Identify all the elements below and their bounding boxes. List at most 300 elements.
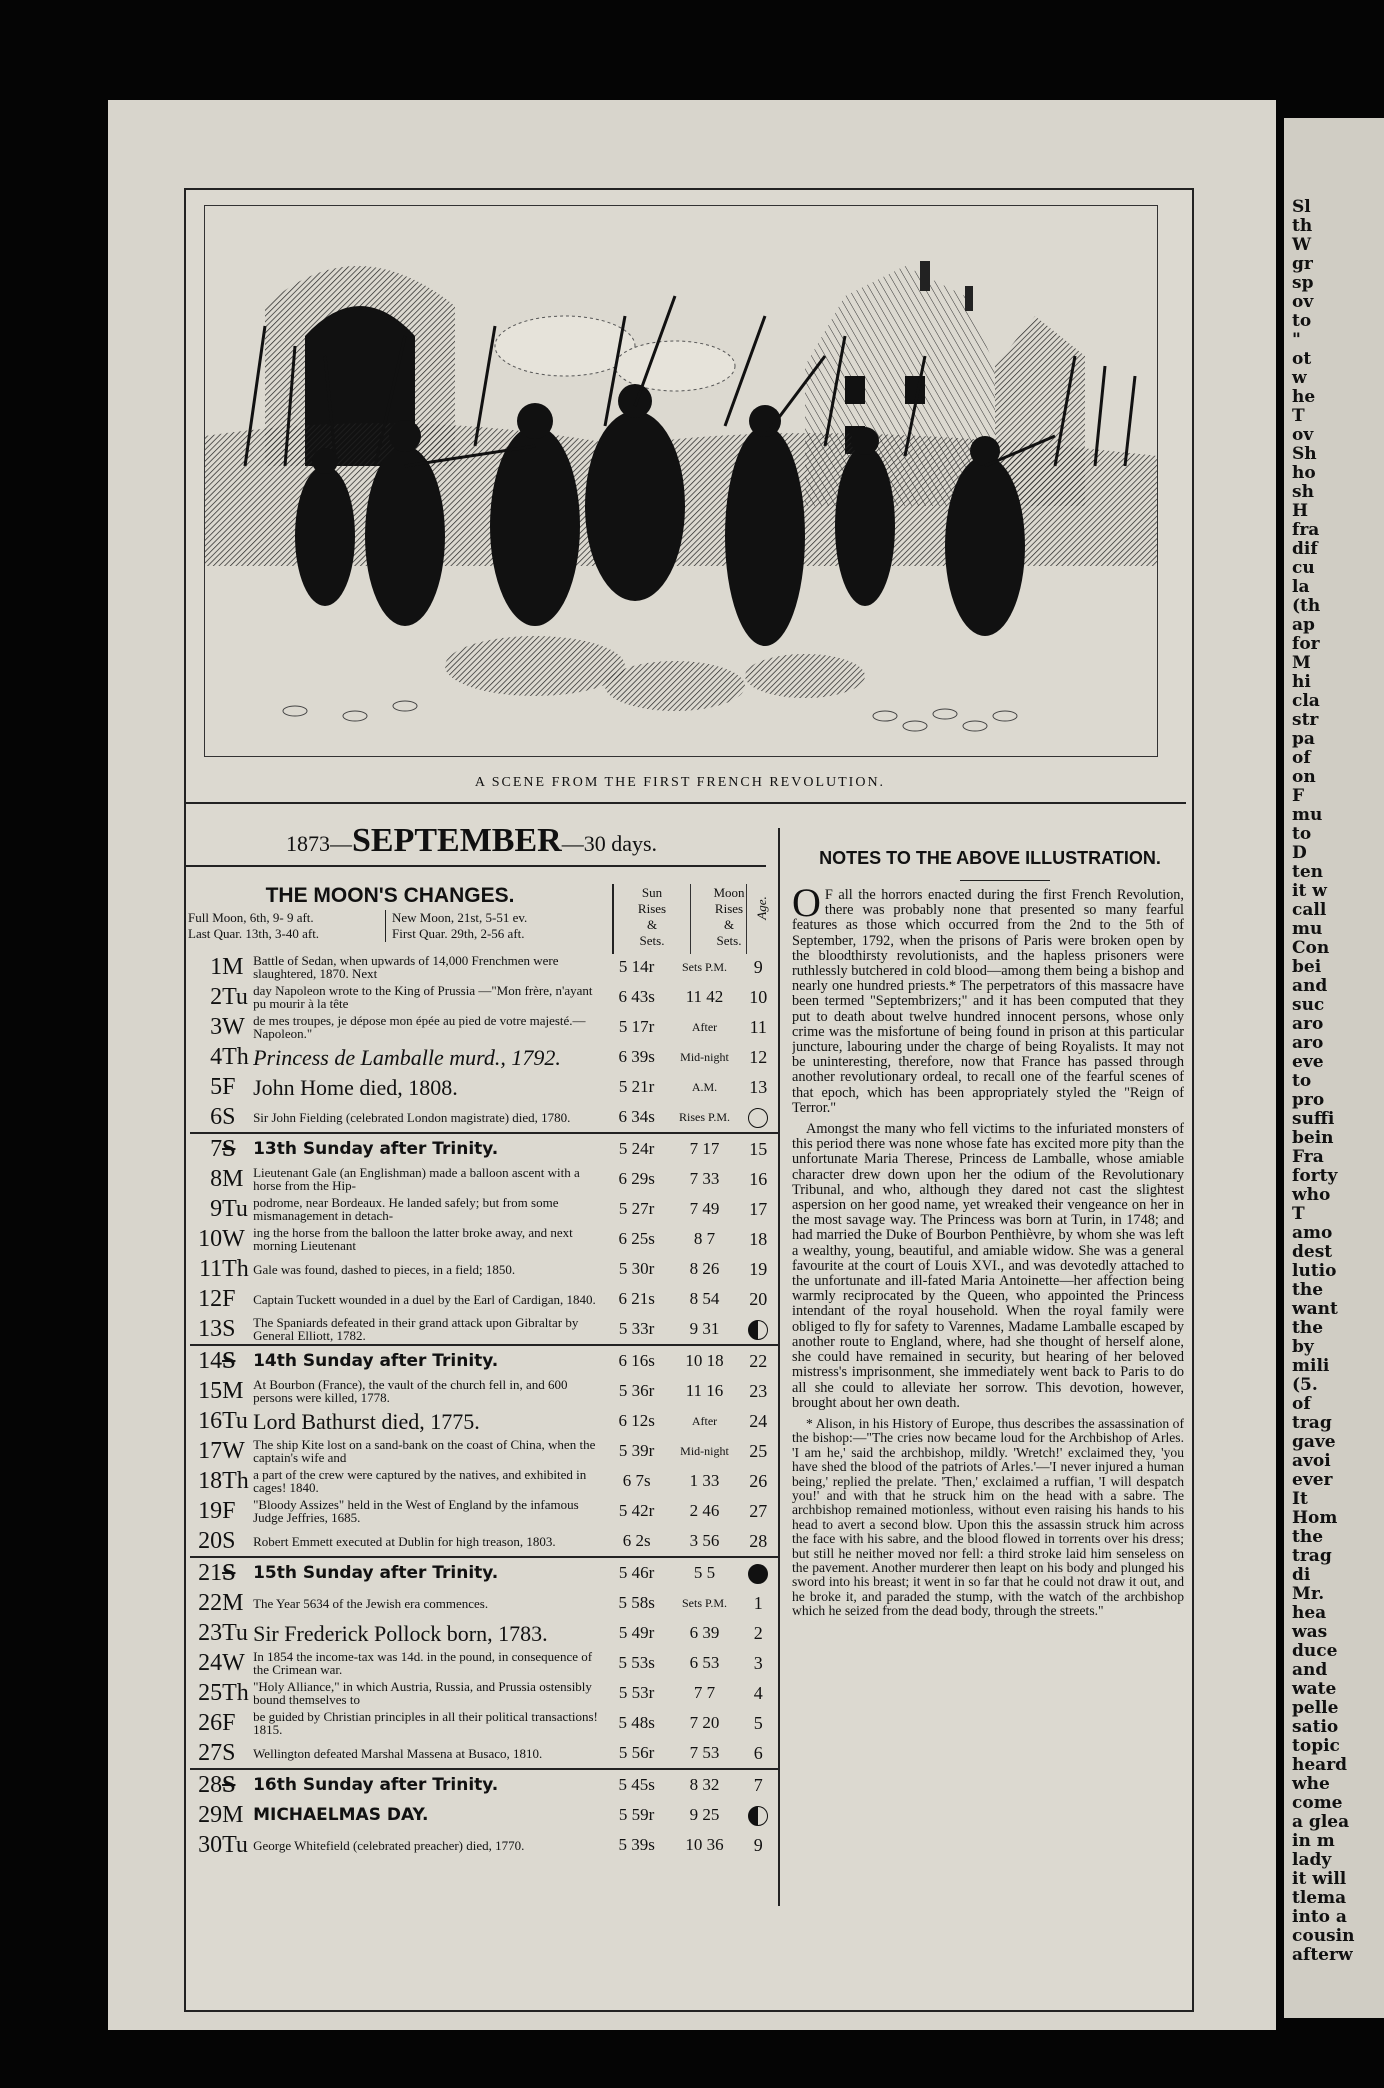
event-text: The ship Kite lost on a sand-bank on the coast of China, when the captain's wife and <box>253 1437 596 1465</box>
facing-page-text: it w <box>1292 881 1327 901</box>
event-text: Robert Emmett executed at Dublin for high treason, 1803. <box>253 1533 556 1549</box>
event-text: ing the horse from the balloon the latter broke away, and next morning Lieutenant <box>253 1225 573 1253</box>
day-number: 23 <box>198 1619 223 1646</box>
moon-phase-icon <box>739 1800 778 1830</box>
moon-age: 1 <box>753 1592 763 1613</box>
weekday: Th <box>222 1679 249 1706</box>
event-text: 15th Sunday after Trinity. <box>253 1557 603 1588</box>
month-header <box>286 822 657 860</box>
sun-time: 5 45s <box>603 1769 671 1800</box>
weekday: W <box>222 1649 245 1676</box>
weekday: Tu <box>222 1407 248 1434</box>
facing-page-text: lady <box>1292 1850 1332 1870</box>
moon-time: 11 42 <box>685 987 724 1006</box>
day-number: 13 <box>198 1315 223 1342</box>
moon-head-text: Moon Rises & Sets. <box>713 885 745 948</box>
facing-page-text: It <box>1292 1489 1308 1509</box>
sun-time: 6 21s <box>618 1289 655 1308</box>
facing-page-text: Hom <box>1292 1508 1338 1528</box>
facing-page-text: the <box>1292 1280 1324 1300</box>
day-number: 25 <box>198 1679 223 1706</box>
moon-age: 12 <box>749 1046 768 1067</box>
sun-time: 5 46r <box>603 1557 671 1588</box>
facing-page-text: who <box>1292 1185 1331 1205</box>
facing-page-text: str <box>1292 710 1319 730</box>
age-column-head <box>746 884 747 954</box>
calendar-row <box>190 1042 778 1072</box>
lastq-moon-icon <box>748 1320 768 1340</box>
moon-time: 11 16 <box>685 1381 724 1400</box>
moon-time: Rises P.M. <box>678 1110 731 1124</box>
event-text: The Year 5634 of the Jewish era commences. <box>253 1595 489 1611</box>
weekday: Tu <box>222 1619 248 1646</box>
weekday: M <box>222 1377 244 1404</box>
facing-page-text: gave <box>1292 1432 1336 1452</box>
day-number: 4 <box>210 1043 223 1070</box>
day-number: 29 <box>198 1801 223 1828</box>
calendar-row <box>190 982 778 1012</box>
calendar-row <box>190 1406 778 1436</box>
moon-last-quarter: Last Quar. 13th, 3-40 aft. <box>188 926 320 941</box>
day-number: 1 <box>210 953 223 980</box>
moon-age: 16 <box>749 1168 768 1189</box>
sun-time: 6 34s <box>618 1107 655 1126</box>
facing-page-text: Mr. <box>1292 1584 1325 1604</box>
facing-page-text: gr <box>1292 254 1313 274</box>
weekday: S <box>222 1557 253 1588</box>
sun-time: 6 16s <box>603 1345 671 1376</box>
moon-age: 7 <box>739 1769 778 1800</box>
notes-paragraph-1 <box>792 888 1184 1116</box>
facing-page-text: duce <box>1292 1641 1338 1661</box>
sun-time: 6 29s <box>618 1169 655 1188</box>
day-number: 27 <box>198 1739 223 1766</box>
revolution-scene-image <box>205 206 1157 756</box>
facing-page-text: th <box>1292 216 1313 236</box>
facing-page-text: to <box>1292 1071 1312 1091</box>
calendar-row <box>190 1648 778 1678</box>
sun-time: 5 42r <box>618 1501 655 1520</box>
facing-page-text: forty <box>1292 1166 1338 1186</box>
days-count: 30 days. <box>583 831 658 856</box>
moon-time: 1 33 <box>689 1471 720 1490</box>
sun-time: 6 39s <box>618 1047 655 1066</box>
day-number: 21 <box>190 1557 222 1588</box>
moon-age: 10 <box>749 986 768 1007</box>
moon-time: After <box>691 1020 718 1034</box>
day-number: 8 <box>210 1165 223 1192</box>
day-number: 20 <box>198 1527 223 1554</box>
weekday: S <box>222 1103 236 1130</box>
facing-page-text: di <box>1292 1565 1311 1585</box>
day-number: 12 <box>198 1285 223 1312</box>
facing-page-text: in m <box>1292 1831 1335 1851</box>
facing-page-text: (5. <box>1292 1375 1318 1395</box>
moon-age: 17 <box>749 1198 768 1219</box>
facing-page-text: whe <box>1292 1774 1330 1794</box>
facing-page-fragment <box>1284 118 1384 2018</box>
moon-age: 28 <box>749 1530 768 1551</box>
moon-time: 8 7 <box>693 1229 716 1248</box>
moon-new: New Moon, 21st, 5-51 ev. <box>392 910 528 925</box>
facing-page-text: aro <box>1292 1033 1324 1053</box>
moon-time: 7 7 <box>693 1683 716 1702</box>
calendar-row <box>190 1072 778 1102</box>
moon-age: 25 <box>749 1440 768 1461</box>
moon-age: 22 <box>739 1345 778 1376</box>
firstq-moon-icon <box>748 1806 768 1826</box>
calendar-row <box>190 1708 778 1738</box>
age-head-text: Age. <box>754 896 769 920</box>
facing-page-text: aro <box>1292 1014 1324 1034</box>
calendar-row <box>190 1769 778 1800</box>
moon-full: Full Moon, 6th, 9- 9 aft. <box>188 910 314 925</box>
facing-page-text: cu <box>1292 558 1315 578</box>
facing-page-text: H <box>1292 501 1309 521</box>
facing-page-text: for <box>1292 634 1320 654</box>
moon-age: 23 <box>749 1380 768 1401</box>
facing-page-text: mu <box>1292 919 1323 939</box>
notes-title: NOTES TO THE ABOVE ILLUSTRATION. <box>819 848 1161 868</box>
moon-age: 19 <box>749 1258 768 1279</box>
event-text: day Napoleon wrote to the King of Prussia —"Mon frère, n'ayant pu mourir à la tête <box>253 983 593 1011</box>
weekday: Th <box>222 1043 249 1070</box>
facing-page-text: dif <box>1292 539 1318 559</box>
event-text: Captain Tuckett wounded in a duel by the Earl of Cardigan, 1840. <box>253 1291 596 1307</box>
facing-page-text: cla <box>1292 691 1320 711</box>
engraving-illustration <box>204 205 1158 757</box>
sun-head-text: Sun Rises & Sets. <box>637 885 667 948</box>
event-text: The Spaniards defeated in their grand attack upon Gibraltar by General Elliott, 1782. <box>253 1315 579 1343</box>
drop-cap: O <box>792 888 821 925</box>
calendar-row <box>190 1436 778 1466</box>
facing-page-text: of <box>1292 1394 1311 1414</box>
moon-age: 20 <box>749 1288 768 1309</box>
facing-page-text: he <box>1292 387 1316 407</box>
calendar-row <box>190 1466 778 1496</box>
facing-page-text: fra <box>1292 520 1320 540</box>
event-text: 14th Sunday after Trinity. <box>253 1345 603 1376</box>
weekday: S <box>222 1739 236 1766</box>
moon-time: 6 53 <box>689 1653 720 1672</box>
facing-page-text: by <box>1292 1337 1314 1357</box>
weekday: F <box>222 1285 236 1312</box>
facing-page-text: hea <box>1292 1603 1327 1623</box>
facing-page-text: ap <box>1292 615 1315 635</box>
day-number: 19 <box>198 1497 223 1524</box>
facing-page-text: D <box>1292 843 1307 863</box>
facing-page-text: come <box>1292 1793 1343 1813</box>
facing-page-text: sp <box>1292 273 1314 293</box>
event-text: MICHAELMAS DAY. <box>253 1804 429 1825</box>
day-number: 28 <box>190 1769 222 1800</box>
event-text: de mes troupes, je dépose mon épée au pied de votre majesté.—Napoleon." <box>253 1013 586 1041</box>
day-number: 24 <box>198 1649 223 1676</box>
moon-time: Mid-night <box>680 1050 729 1064</box>
moon-time: 8 26 <box>689 1259 720 1278</box>
event-text: "Holy Alliance," in which Austria, Russia, and Prussia ostensibly bound themselves to <box>253 1679 592 1707</box>
event-text: Lord Bathurst died, 1775. <box>253 1408 480 1434</box>
moon-age: 26 <box>749 1470 768 1491</box>
event-text: 13th Sunday after Trinity. <box>253 1133 603 1164</box>
sun-time: 5 39s <box>618 1835 655 1854</box>
calendar-row <box>190 1164 778 1194</box>
facing-page-text: M <box>1292 653 1311 673</box>
moon-age: 2 <box>753 1622 763 1643</box>
calendar-row <box>190 1376 778 1406</box>
full-moon-icon <box>748 1108 768 1128</box>
september-calendar <box>190 952 778 1860</box>
sun-time: 5 17r <box>618 1017 655 1036</box>
calendar-row <box>190 1133 778 1164</box>
calendar-row <box>190 1588 778 1618</box>
weekday: Tu <box>222 1831 248 1858</box>
sun-time: 5 21r <box>618 1077 655 1096</box>
day-number: 14 <box>190 1345 222 1376</box>
facing-page-text: bein <box>1292 1128 1334 1148</box>
facing-page-text: tlema <box>1292 1888 1347 1908</box>
moon-time: 7 33 <box>689 1169 720 1188</box>
facing-page-text: ho <box>1292 463 1316 483</box>
sun-time: 6 12s <box>618 1411 655 1430</box>
weekday: M <box>222 1589 244 1616</box>
sun-time: 5 49r <box>618 1623 655 1642</box>
facing-page-text: a glea <box>1292 1812 1350 1832</box>
facing-page-text: trag <box>1292 1413 1332 1433</box>
day-number: 30 <box>198 1831 223 1858</box>
event-text: Gale was found, dashed to pieces, in a field; 1850. <box>253 1261 516 1277</box>
sun-time: 6 2s <box>622 1531 651 1550</box>
weekday: F <box>222 1073 236 1100</box>
day-number: 11 <box>198 1255 223 1282</box>
facing-page-text: suffi <box>1292 1109 1335 1129</box>
calendar-row <box>190 952 778 982</box>
calendar-row <box>190 1618 778 1648</box>
weekday: Th <box>222 1467 249 1494</box>
moon-time: After <box>691 1414 718 1428</box>
calendar-row <box>190 1102 778 1133</box>
sun-time: 5 59r <box>618 1805 655 1824</box>
weekday: S <box>222 1133 253 1164</box>
facing-page-text: W <box>1292 235 1312 255</box>
moon-divider <box>385 910 386 942</box>
weekday: M <box>222 953 244 980</box>
event-text: be guided by Christian principles in all their political transactions! 1815. <box>253 1709 598 1737</box>
weekday: W <box>222 1225 245 1252</box>
facing-page-text: pa <box>1292 729 1315 749</box>
sun-time: 6 7s <box>622 1471 651 1490</box>
moon-age: 4 <box>753 1682 763 1703</box>
facing-page-text: the <box>1292 1318 1324 1338</box>
sun-time: 6 25s <box>618 1229 655 1248</box>
facing-page-text: hi <box>1292 672 1311 692</box>
day-number: 9 <box>210 1195 223 1222</box>
moon-time: 8 32 <box>670 1769 738 1800</box>
facing-page-text: Con <box>1292 938 1330 958</box>
facing-page-text: ten <box>1292 862 1324 882</box>
event-text: Battle of Sedan, when upwards of 14,000 Frenchmen were slaughtered, 1870. Next <box>253 953 559 981</box>
sun-time: 5 33r <box>618 1319 655 1338</box>
day-number: 3 <box>210 1013 223 1040</box>
facing-page-text: avoi <box>1292 1451 1331 1471</box>
weekday: Th <box>222 1255 249 1282</box>
moon-time: 7 49 <box>689 1199 720 1218</box>
event-text: Sir Frederick Pollock born, 1783. <box>253 1620 548 1646</box>
facing-page-text: and <box>1292 1660 1328 1680</box>
facing-page-text: it will <box>1292 1869 1347 1889</box>
facing-page-text: the <box>1292 1527 1324 1547</box>
sun-time: 6 43s <box>618 987 655 1006</box>
sun-time: 5 27r <box>618 1199 655 1218</box>
moon-age: 9 <box>753 956 763 977</box>
moon-time: 7 17 <box>670 1133 738 1164</box>
calendar-row <box>190 1224 778 1254</box>
moon-first-quarter: First Quar. 29th, 2-56 aft. <box>392 926 525 941</box>
facing-page-text: Fra <box>1292 1147 1324 1167</box>
calendar-row <box>190 1526 778 1557</box>
event-text: Wellington defeated Marshal Massena at Busaco, 1810. <box>253 1745 543 1761</box>
event-text: In 1854 the income-tax was 14d. in the pound, in consequence of the Crimean war. <box>253 1649 593 1677</box>
facing-page-text: into a <box>1292 1907 1347 1927</box>
moon-time: 6 39 <box>689 1623 720 1642</box>
facing-page-text: " <box>1292 330 1301 350</box>
weekday: Tu <box>222 983 248 1010</box>
facing-page-text: amo <box>1292 1223 1333 1243</box>
facing-page-text: Sl <box>1292 197 1311 217</box>
calendar-row <box>190 1830 778 1860</box>
event-text: Lieutenant Gale (an Englishman) made a balloon ascent with a horse from the Hip- <box>253 1165 580 1193</box>
facing-page-text: T <box>1292 1204 1305 1224</box>
facing-page-text: trag <box>1292 1546 1332 1566</box>
facing-page-text: eve <box>1292 1052 1324 1072</box>
moon-time: Mid-night <box>680 1444 729 1458</box>
day-number: 10 <box>198 1225 223 1252</box>
facing-page-text: ov <box>1292 425 1314 445</box>
moon-time: 8 54 <box>689 1289 720 1308</box>
weekday: W <box>222 1437 245 1464</box>
sun-time: 5 56r <box>618 1743 655 1762</box>
facing-page-text: Sh <box>1292 444 1317 464</box>
sun-time: 5 39r <box>618 1441 655 1460</box>
facing-page-text: lutio <box>1292 1261 1337 1281</box>
calendar-row <box>190 1678 778 1708</box>
facing-page-text: topic <box>1292 1736 1340 1756</box>
facing-page-text: dest <box>1292 1242 1333 1262</box>
moon-phase-icon <box>739 1314 778 1345</box>
facing-page-text: pro <box>1292 1090 1325 1110</box>
facing-page-text: mili <box>1292 1356 1330 1376</box>
facing-page-text: T <box>1292 406 1305 426</box>
moon-time: 9 25 <box>689 1805 720 1824</box>
calendar-row <box>190 1314 778 1345</box>
calendar-row <box>190 1738 778 1769</box>
moon-age: 13 <box>749 1076 768 1097</box>
moon-age: 6 <box>753 1742 763 1763</box>
weekday: S <box>222 1345 253 1376</box>
event-text: John Home died, 1808. <box>253 1074 458 1100</box>
weekday: F <box>222 1497 236 1524</box>
year-label: 1873— <box>286 831 352 856</box>
header-rule <box>186 865 766 867</box>
moon-phase-icon <box>739 1557 778 1588</box>
month-name: SEPTEMBER <box>352 822 562 859</box>
notes-paragraph-1-text: F all the horrors enacted during the first French Revolution, there was probably none that presented so many fearful features as those which occurred from the 2nd to the 5th of September, 1792, when the prisons of Paris were broken open by the bloodthirsty revolutionists, and the hapless prisoners were ruthlessly butchered in cold blood—among them being a bishop and nearly one hundred priests.* The perpetrators of this massacre have been termed "Septembrizers;" and it has been computed that they put to death about twelve hundred innocent persons, whose only crime was the misfortune of being found in prison at this particular juncture, labouring under the charge of being Royalists. It may not be uninteresting, therefore, now that France has passed through another revolutionary ordeal, to recall one of the fearful scenes of that epoch, which has been appropriately styled the "Reign of Terror." <box>792 888 1184 1116</box>
weekday: M <box>222 1165 244 1192</box>
day-number: 7 <box>190 1133 222 1164</box>
facing-page-text: want <box>1292 1299 1338 1319</box>
facing-page-text: w <box>1292 368 1307 388</box>
day-number: 15 <box>198 1377 223 1404</box>
facing-page-text: sh <box>1292 482 1314 502</box>
sun-time: 5 53r <box>618 1683 655 1702</box>
day-number: 17 <box>198 1437 223 1464</box>
notes-body <box>792 888 1184 1898</box>
facing-page-text: pelle <box>1292 1698 1339 1718</box>
calendar-row <box>190 1194 778 1224</box>
calendar-row <box>190 1800 778 1830</box>
sun-time: 5 14r <box>618 957 655 976</box>
illustration-caption: A SCENE FROM THE FIRST FRENCH REVOLUTION. <box>474 775 886 790</box>
facing-page-text: of <box>1292 748 1311 768</box>
event-text: Sir John Fielding (celebrated London magistrate) died, 1780. <box>253 1109 571 1125</box>
facing-page-text: to <box>1292 311 1312 331</box>
facing-page-text: ot <box>1292 349 1312 369</box>
facing-page-text: bei <box>1292 957 1322 977</box>
moon-age: 11 <box>749 1016 767 1037</box>
moon-phase-icon <box>739 1102 778 1133</box>
day-number: 5 <box>210 1073 223 1100</box>
moon-time: A.M. <box>691 1080 718 1094</box>
weekday: S <box>222 1315 236 1342</box>
moon-time: 9 31 <box>689 1319 720 1338</box>
sun-time: 5 24r <box>603 1133 671 1164</box>
weekday: M <box>222 1801 244 1828</box>
day-number: 16 <box>198 1407 223 1434</box>
moon-time: Sets P.M. <box>681 960 728 974</box>
day-number: 6 <box>210 1103 223 1130</box>
event-text: "Bloody Assizes" held in the West of England by the infamous Judge Jeffries, 1685. <box>253 1497 579 1525</box>
new-moon-icon <box>748 1564 768 1584</box>
facing-page-text: (th <box>1292 596 1321 616</box>
facing-page-text: wate <box>1292 1679 1337 1699</box>
facing-page-text: ever <box>1292 1470 1333 1490</box>
facing-page-text: cousin <box>1292 1926 1355 1946</box>
facing-page-text: mu <box>1292 805 1323 825</box>
facing-page-text: ov <box>1292 292 1314 312</box>
event-text: George Whitefield (celebrated preacher) died, 1770. <box>253 1837 525 1853</box>
facing-page-text: satio <box>1292 1717 1339 1737</box>
facing-page-text: afterw <box>1292 1945 1353 1965</box>
event-text: At Bourbon (France), the vault of the church fell in, and 600 persons were killed, 1778. <box>253 1377 568 1405</box>
calendar-row <box>190 1012 778 1042</box>
facing-page-text: suc <box>1292 995 1325 1015</box>
weekday: Tu <box>222 1195 248 1222</box>
moon-time: 7 20 <box>689 1713 720 1732</box>
moon-age: 5 <box>753 1712 763 1733</box>
moon-time: Sets P.M. <box>681 1596 728 1610</box>
facing-page-text: was <box>1292 1622 1328 1642</box>
facing-page-text: call <box>1292 900 1327 920</box>
notes-paragraph-2: Amongst the many who fell victims to the infuriated monsters of this period there was none whose fate has excited more pity than the unfortunate Maria Therese, Princess de Lamballe, whose amiable character drew down upon her the odium of the Revolutionary Tribunal, and who, although they dared not cast the slightest aspersion on her good name, yet wreaked their vengeance on her in the most savage way. The Princess was born at Turin, in 1748; and had married the Duke of Bourbon Penthièvre, by whom she was left a wealthy, young, beautiful, and amiable widow. She was a general favourite at the court of Louis XVI., and was devotedly attached to the unfortunate and ill-fated Maria Antoinette—her affection being warmly reciprocated by the Queen, who appointed the Princess intendant of the royal household. When the royal family were obliged to fly for safety to Varennes, Madame Lamballe escaped by another route to England, where, had she thought of herself alone, she could have remained in security, but hearing of her beloved mistress's imprisonment, she immediately went back to Paris to do all she could to alleviate her sorrow. This devotion, however, brought about her own death. <box>792 1121 1184 1411</box>
event-text: a part of the crew were captured by the natives, and exhibited in cages! 1840. <box>253 1467 587 1495</box>
moon-age: 15 <box>739 1133 778 1164</box>
moon-time: 7 53 <box>689 1743 720 1762</box>
moon-changes-title: THE MOON'S CHANGES. <box>265 884 515 907</box>
caption-rule <box>186 802 1186 804</box>
notes-title-rule <box>960 880 1050 881</box>
facing-page-text: to <box>1292 824 1312 844</box>
notes-footnote: * Alison, in his History of Europe, thus describes the assassination of the bishop:—"The cries now became loud for the Archbishop of Arles. 'I am he,' said the archbishop, mildly. 'Wretch!' exclaimed they, 'you have shed the blood of the patriots of Arles.'—'I never injured a human being,' replied the prelate. 'Then,' exclaimed a ruffian, 'I will despatch you!' and with that he struck him on the head with a sabre. The archbishop remained motionless, without even raising his hands to his head to avert a second blow. Upon this the assassin struck him across the face with his sabre, and the blood flowed in torrents over his dress; but still he neither moved nor fell: a third stroke laid him senseless on the pavement. Another murderer then leapt on his body and plunged his sword into his breast; it went in so far that he could not draw it out, and he broke it, and paraded the stump, with the watch of the archbishop which he seized from the dead body, through the streets." <box>792 1415 1184 1619</box>
